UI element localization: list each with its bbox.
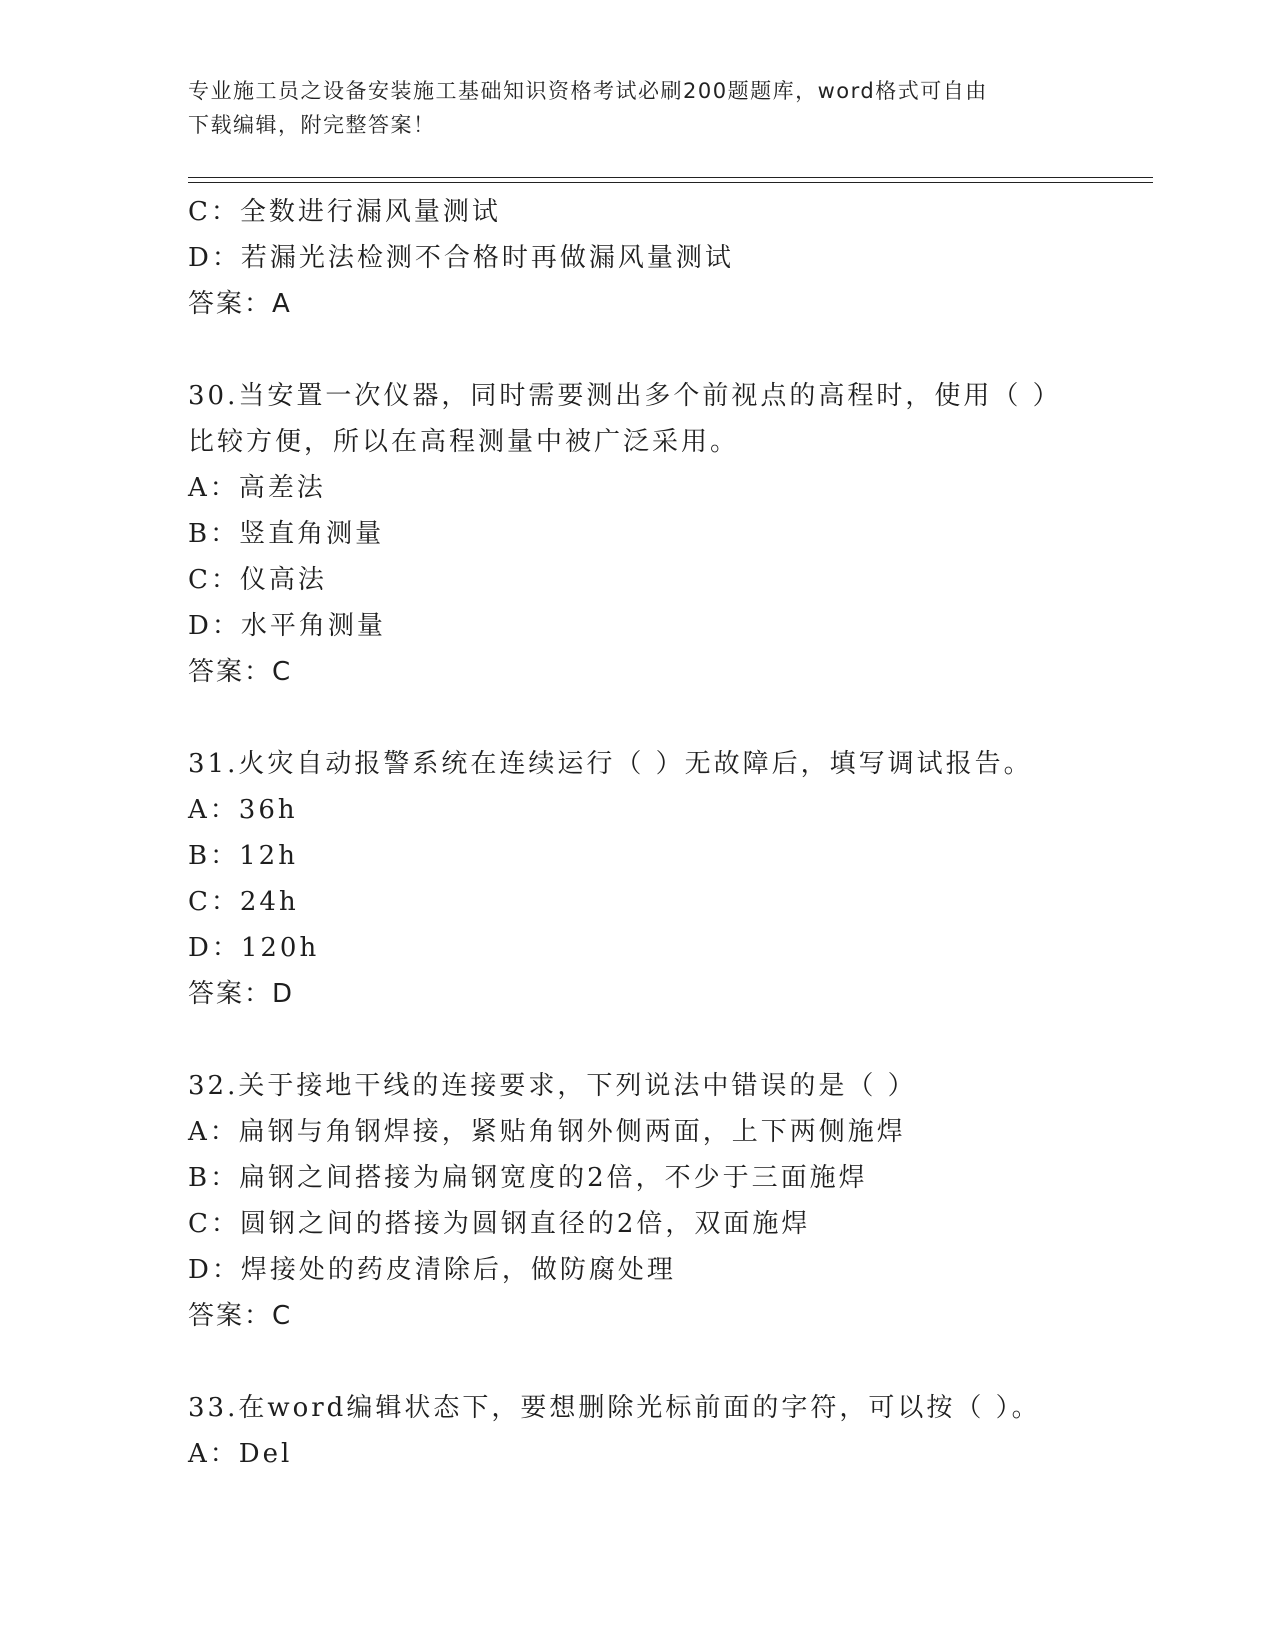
option-d: D：水平角测量 bbox=[188, 611, 386, 641]
answer-line: 答案：C bbox=[188, 1301, 293, 1331]
option-a: A：扁钢与角钢焊接，紧贴角钢外侧两面，上下两侧施焊 bbox=[188, 1117, 906, 1147]
option-d: D：若漏光法检测不合格时再做漏风量测试 bbox=[188, 243, 734, 273]
question-content bbox=[188, 189, 1128, 1477]
header-line-1: 专业施工员之设备安装施工基础知识资格考试必刷200题题库，word格式可自由 bbox=[188, 79, 988, 103]
question-33 bbox=[188, 1385, 1128, 1477]
option-c: C：圆钢之间的搭接为圆钢直径的2倍，双面施焊 bbox=[188, 1209, 811, 1239]
document-header bbox=[188, 74, 1088, 142]
question-stem: 31.火灾自动报警系统在连续运行（ ）无故障后，填写调试报告。 bbox=[188, 749, 1033, 779]
option-a: A：Del bbox=[188, 1439, 293, 1469]
spacer bbox=[188, 327, 1128, 373]
question-stem-cont: 比较方便，所以在高程测量中被广泛采用。 bbox=[188, 427, 740, 457]
question-30 bbox=[188, 373, 1128, 695]
answer-line: 答案：C bbox=[188, 657, 293, 687]
header-rule-bottom bbox=[188, 182, 1153, 183]
option-b: B：12h bbox=[188, 841, 298, 871]
option-a: A：36h bbox=[188, 795, 298, 825]
prev-question bbox=[188, 189, 1128, 327]
header-rule-top bbox=[188, 177, 1153, 178]
question-stem: 33.在word编辑状态下，要想删除光标前面的字符，可以按（ ）。 bbox=[188, 1393, 1041, 1423]
option-c: C：24h bbox=[188, 887, 299, 917]
answer-line: 答案：A bbox=[188, 289, 292, 319]
answer-line: 答案：D bbox=[188, 979, 295, 1009]
spacer bbox=[188, 695, 1128, 741]
option-b: B：扁钢之间搭接为扁钢宽度的2倍，不少于三面施焊 bbox=[188, 1163, 868, 1193]
option-b: B：竖直角测量 bbox=[188, 519, 385, 549]
question-stem: 30.当安置一次仪器，同时需要测出多个前视点的高程时，使用（ ） bbox=[188, 381, 1062, 411]
spacer bbox=[188, 1339, 1128, 1385]
option-c: C：全数进行漏风量测试 bbox=[188, 197, 501, 227]
option-d: D：焊接处的药皮清除后，做防腐处理 bbox=[188, 1255, 676, 1285]
header-line-2: 下载编辑，附完整答案！ bbox=[188, 113, 436, 137]
question-31 bbox=[188, 741, 1128, 1017]
question-32 bbox=[188, 1063, 1128, 1339]
option-d: D：120h bbox=[188, 933, 320, 963]
option-c: C：仪高法 bbox=[188, 565, 327, 595]
option-a: A：高差法 bbox=[188, 473, 326, 503]
spacer bbox=[188, 1017, 1128, 1063]
question-stem: 32.关于接地干线的连接要求，下列说法中错误的是（ ） bbox=[188, 1071, 917, 1101]
